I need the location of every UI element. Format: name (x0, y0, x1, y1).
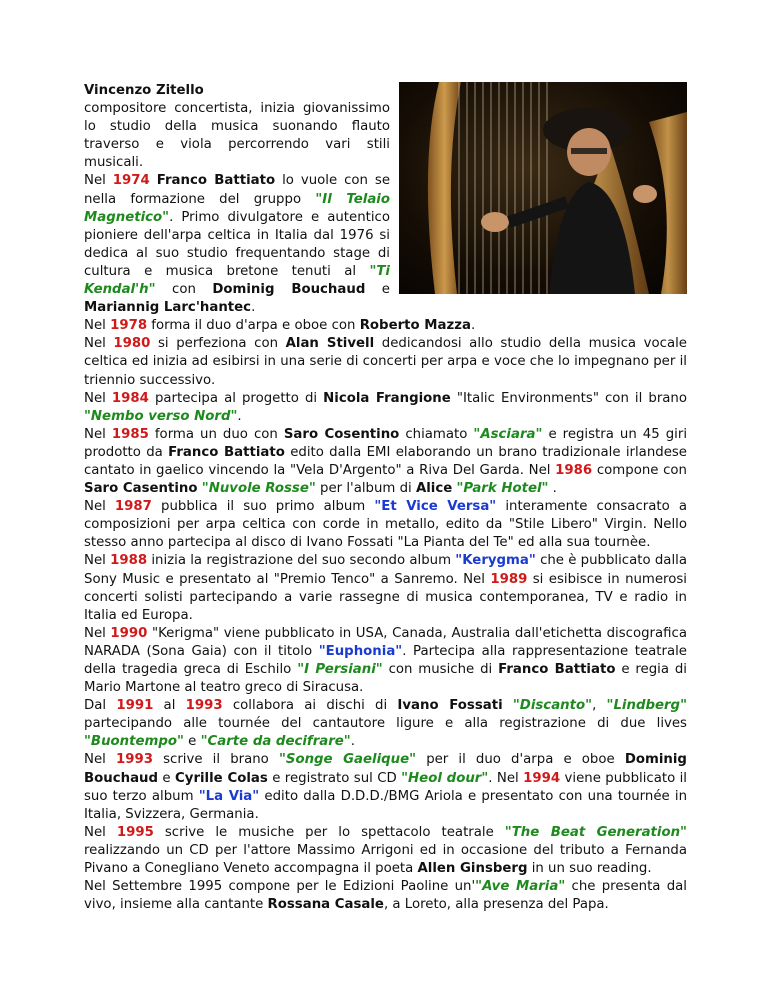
text: scrive il brano (152, 752, 279, 768)
person-name: Saro Casentino (84, 481, 198, 497)
year: 1990 (110, 625, 148, 641)
person-name: Mariannig Larc'hantec (84, 300, 252, 316)
person-name: Allen Ginsberg (417, 861, 528, 877)
year: 1987 (114, 499, 152, 515)
person-name: Cyrille Colas (175, 770, 268, 786)
text: forma il duo d'arpa e oboe con (147, 318, 360, 334)
year: 1985 (111, 426, 149, 442)
text: viene pubblicato il suo terzo album (84, 770, 687, 804)
work-title: "Nembo verso Nord" (84, 408, 238, 424)
text: Nel (84, 336, 114, 352)
text: con (155, 282, 213, 298)
text: realizzando un CD per l'attore Massimo Arrigoni ed in occasione del tributo a Fernanda Pivano a Conegliano Veneto accompagna il poeta (84, 842, 687, 877)
paragraph-1991 (84, 697, 687, 751)
person-name: Rossana Casale (267, 897, 384, 913)
album-title: "Euphonia" (318, 643, 403, 659)
text: . (251, 300, 256, 316)
text: che è pubblicato dalla Sony Music e presentato al "Premio Tenco" a Sanremo. Nel (84, 553, 687, 587)
person-name: Franco Battiato (168, 444, 285, 460)
text: e (365, 282, 390, 298)
person-name: Saro Cosentino (283, 426, 400, 442)
text: si perfeziona con (150, 336, 286, 352)
album-title: "Et Vice Versa" (374, 499, 497, 515)
paragraph-1985 (84, 426, 687, 498)
paragraph-1988 (84, 552, 687, 624)
person-name: Ivano Fossati (397, 698, 503, 714)
paragraph-1993 (84, 751, 687, 823)
text: Nel (84, 173, 113, 189)
paragraph-1995-settembre (84, 878, 687, 914)
person-name: Dominig Bouchaud (84, 752, 687, 786)
paragraph-1980 (84, 335, 687, 389)
text: pubblica il suo primo album (151, 499, 375, 515)
year: 1974 (112, 173, 150, 189)
text: collabora ai dischi di (222, 698, 398, 714)
text: . Partecipa alla rappresentazione teatrale della tragedia greca di Eschilo (84, 643, 687, 677)
work-title: "Ti Kendal'h" (84, 263, 390, 298)
text (503, 698, 513, 713)
text: dedicandosi allo studio della musica vocale celtica ed inizia ad esibirsi in una serie di concerti per arpa e voce che lo impegnano per il triennio successivo. (84, 336, 687, 388)
text: . (350, 734, 355, 750)
work-title: "Songe Gaelique" (278, 752, 417, 768)
work-title: "Carte da decifrare" (200, 734, 351, 750)
text: e regia di Mario Martone al teatro greco di Siracusa. (84, 662, 687, 696)
text: lo vuole con se nella formazione del gruppo (84, 173, 391, 207)
person-name: Dominig Bouchaud (212, 282, 366, 298)
text: si esibisce in numerosi concerti solisti partecipando a varie rassegne di musica contemporanea, TV e radio in Italia ed Europa. (84, 571, 687, 623)
work-title: "Lindberg" (606, 698, 687, 714)
text: inizia la registrazione del suo secondo album (147, 553, 456, 569)
text: Nel (84, 318, 111, 334)
paragraph-1987 (84, 498, 687, 552)
year: 1984 (111, 390, 149, 406)
work-title: "Ave Maria" (475, 879, 566, 895)
text: Nel (84, 625, 111, 641)
year: 1986 (555, 462, 593, 478)
text: in un suo reading. (527, 861, 652, 877)
paragraph-1984 (84, 390, 687, 426)
work-title: "Buontempo" (84, 734, 184, 750)
person-name: Nicola Frangione (323, 390, 451, 406)
text: forma un duo con (148, 426, 284, 442)
album-title: "La Via" (198, 788, 260, 804)
year: 1988 (110, 553, 148, 569)
year: 1989 (490, 571, 528, 587)
text: e registrato sul CD (267, 770, 402, 786)
year: 1991 (116, 698, 154, 714)
year: 1993 (185, 698, 223, 714)
text: e (158, 770, 176, 786)
work-title: "Heol dour" (401, 770, 489, 786)
work-title: "Park Hotel" (456, 481, 549, 497)
intro-text: compositore concertista, inizia giovanissimo lo studio della musica suonando flauto traverso e viola percorrendo vari stili musicali. (84, 101, 390, 171)
text: chiamato (399, 426, 474, 442)
year: 1994 (523, 770, 561, 786)
album-title: "Kerygma" (455, 553, 536, 569)
year: 1995 (116, 824, 154, 840)
harpist-photo (399, 82, 687, 294)
person-name: Alan Stivell (285, 336, 375, 352)
year: 1980 (113, 336, 151, 352)
text: "Kerigma" viene pubblicato in USA, Canada, Australia dall'etichetta discografica NARADA (Sona Gaia) con il titolo (84, 625, 687, 659)
text: . (548, 481, 557, 497)
text: Nel (84, 426, 112, 442)
text: che presenta dal vivo, insieme alla cantante (84, 879, 688, 913)
work-title: "The Beat Generation" (504, 824, 687, 840)
text: Nel (84, 390, 112, 406)
text: partecipa al progetto di (148, 390, 324, 406)
text: con musiche di (382, 662, 499, 677)
paragraph-1990 (84, 625, 687, 697)
work-title: "Asciara" (473, 426, 543, 442)
person-name: Franco Battiato (498, 662, 616, 677)
text: . (470, 318, 476, 334)
text: Nel (84, 824, 117, 840)
year: 1978 (110, 318, 148, 334)
text: Nel (84, 499, 115, 515)
text: Nel (84, 553, 111, 569)
work-title: "I Persiani" (297, 662, 383, 677)
text: . (237, 408, 242, 424)
text: , (592, 698, 607, 714)
work-title: "Discanto" (512, 698, 593, 714)
text: partecipando alle tournée del cantautore ligure e alla registrazione di due lives (84, 716, 687, 732)
person-name: Franco Battiato (156, 173, 276, 189)
text: Nel Settembre 1995 compone per le Edizioni Paoline un' (84, 879, 476, 895)
work-title: "Nuvole Rosse" (201, 481, 316, 497)
text: per il duo d'arpa e oboe (416, 752, 625, 768)
paragraph-1978 (84, 317, 687, 335)
text: edito dalla D.D.D./BMG Ariola e presentato con una tournée in Italia, Svizzera, Germania. (84, 788, 687, 822)
text: per l'album di (315, 481, 416, 497)
person-name: Alice (415, 481, 453, 497)
text: e registra un 45 giri prodotto da (84, 426, 688, 460)
text: Dal (84, 698, 117, 714)
document-body (84, 82, 687, 914)
year: 1993 (115, 752, 153, 768)
text: scrive le musiche per lo spettacolo teatrale (153, 824, 505, 840)
text: . Nel (488, 770, 524, 786)
person-name: Roberto Mazza (359, 318, 471, 334)
text: al (153, 698, 186, 714)
paragraph-1995 (84, 824, 687, 878)
text: Nel (84, 752, 116, 768)
harp-illustration (399, 82, 687, 294)
heading-name: Vincenzo Zitello (84, 83, 204, 98)
text: e (183, 734, 201, 750)
text: edito dalla EMI elaborando un brano tradizionale irlandese cantato in gaelico vincendo la "Vela D'Argento" a Riva Del Garda. Nel (84, 444, 687, 478)
text: . Primo divulgatore e autentico pioniere dell'arpa celtica in Italia dal 1976 si dedica al suo studio frequentando stage di cultura e musica bretone tenuti al (84, 209, 390, 279)
text: "Italic Environments" con il brano (450, 390, 687, 406)
text: , a Loreto, alla presenza del Papa. (383, 897, 609, 913)
work-title: "Il Telaio Magnetico" (84, 191, 390, 225)
text (150, 173, 157, 188)
text: interamente consacrato a composizioni per arpa celtica con corde in metallo, edito da "Stile Libero" Virgin. Nello stesso anno partecipa al disco di Ivano Fossati "La Pianta del Te" ed alla sua tournèe. (84, 499, 687, 551)
text: compone con (592, 462, 687, 478)
